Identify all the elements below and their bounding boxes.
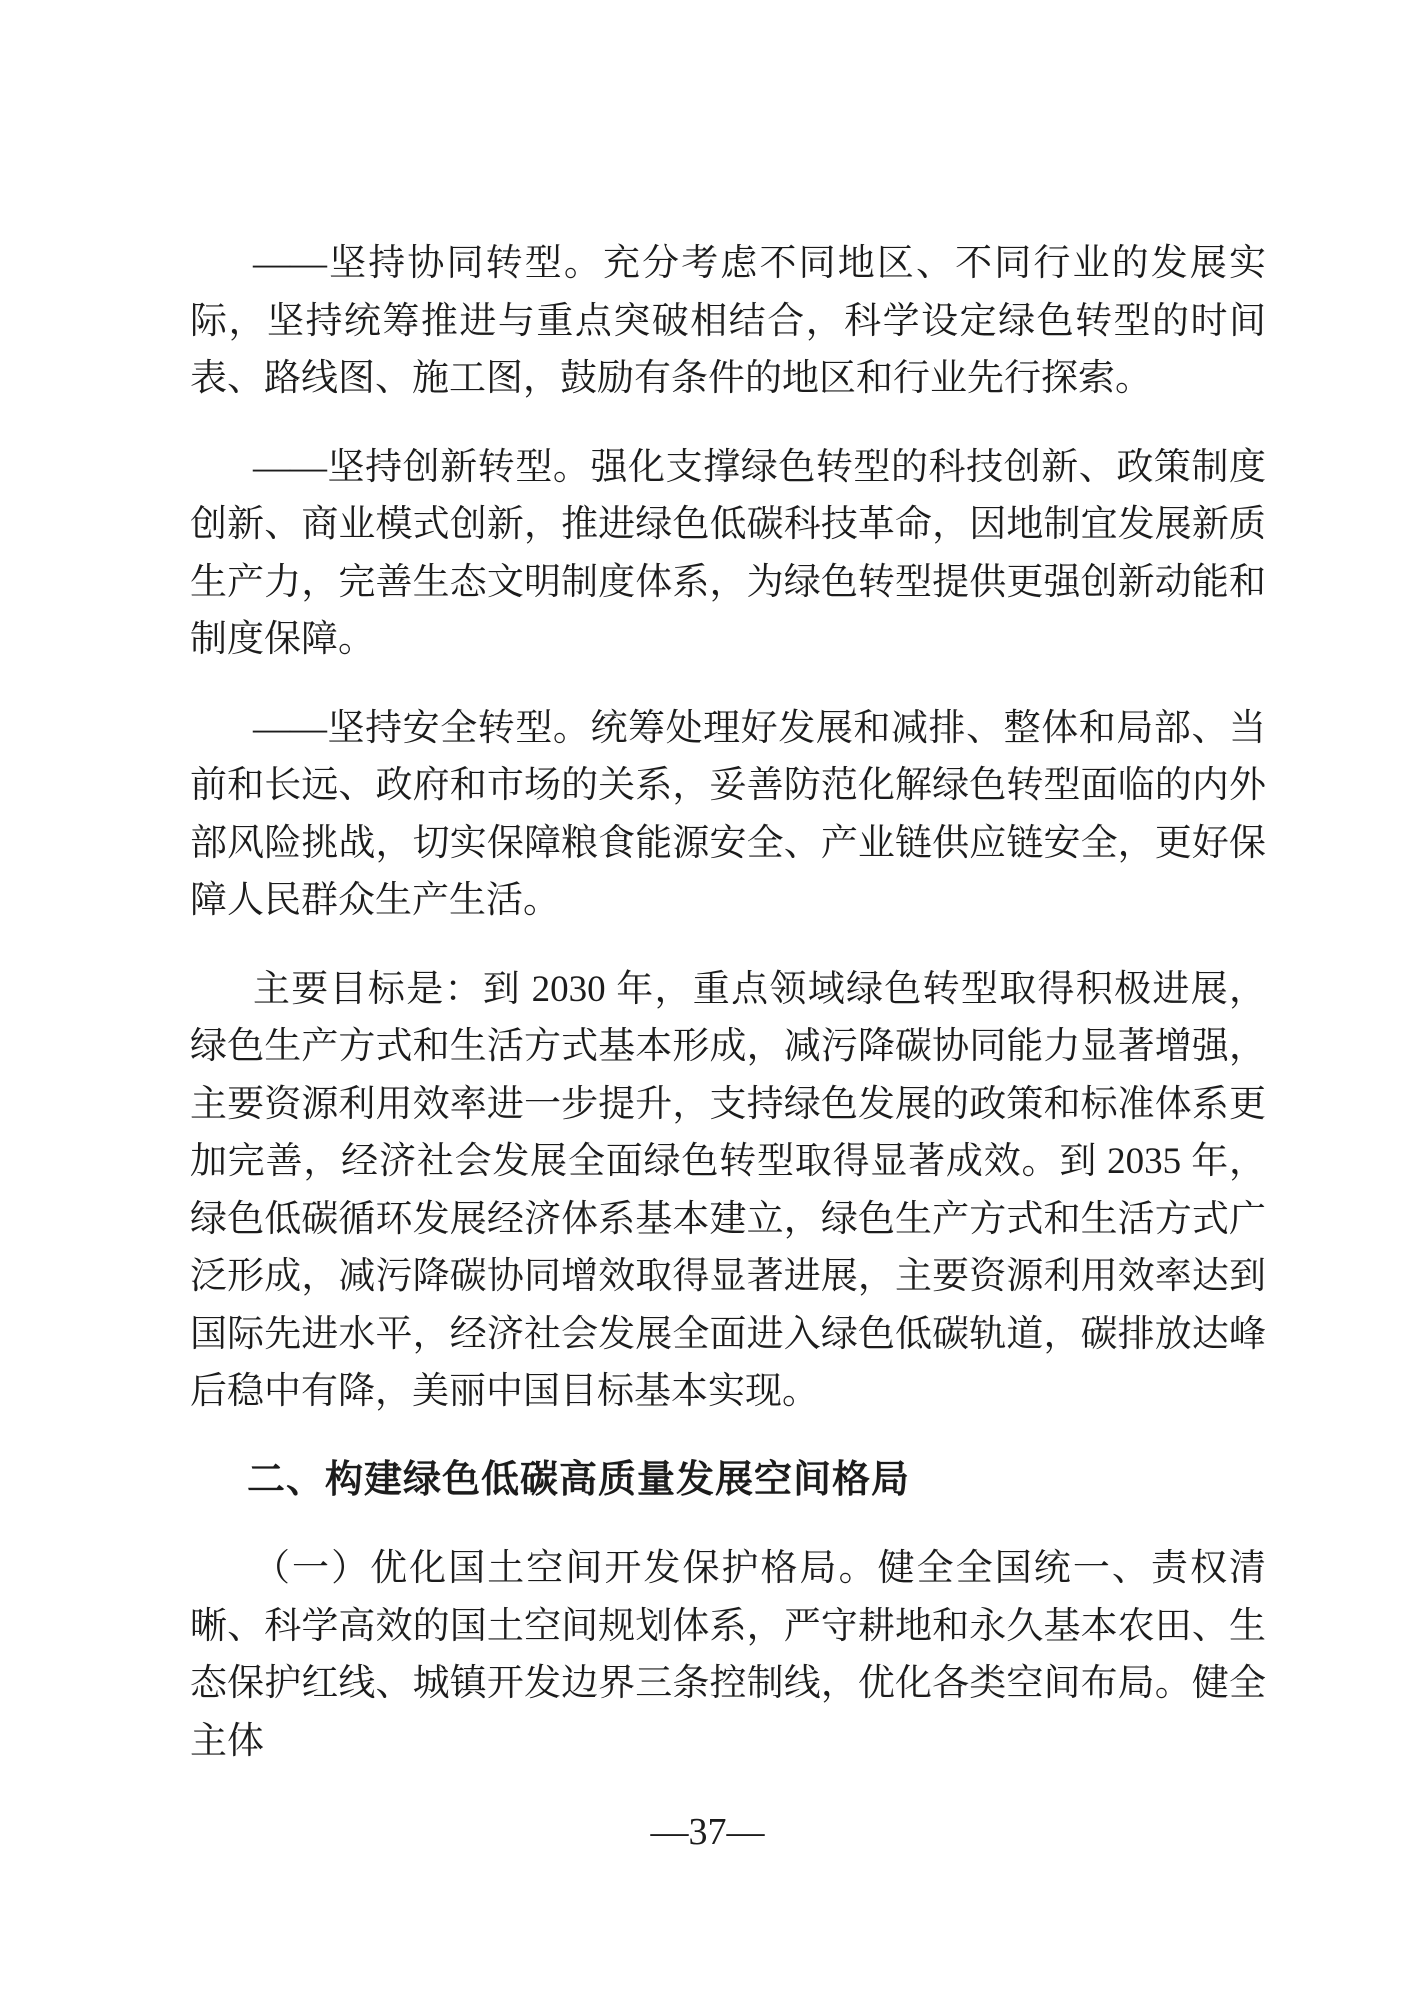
document-body (190, 235, 1266, 1801)
paragraph-main-goals: 主要目标是：到 2030 年，重点领域绿色转型取得积极进展，绿色生产方式和生活方式基本形成，减污降碳协同能力显著增强，主要资源利用效率进一步提升，支持绿色发展的政策和标准体系更加完善，经济社会发展全面绿色转型取得显著成效。到 2035 年，绿色低碳循环发展经济体系基本建立，绿色生产方式和生活方式广泛形成，减污降碳协同增效取得显著进展，主要资源利用效率达到国际先进水平，经济社会发展全面进入绿色低碳轨道，碳排放达峰后稳中有降，美丽中国目标基本实现。 (190, 968, 1266, 1412)
paragraph-principle-coordinated-transition: ——坚持协同转型。充分考虑不同地区、不同行业的发展实际，坚持统筹推进与重点突破相结合，科学设定绿色转型的时间表、路线图、施工图，鼓励有条件的地区和行业先行探索。 (190, 243, 1266, 399)
paragraph-principle-safe-transition: ——坚持安全转型。统筹处理好发展和减排、整体和局部、当前和长远、政府和市场的关系，妥善防范化解绿色转型面临的内外部风险挑战，切实保障粮食能源安全、产业链供应链安全，更好保障人民群众生产生活。 (190, 707, 1266, 921)
paragraph-principle-innovative-transition: ——坚持创新转型。强化支撑绿色转型的科技创新、政策制度创新、商业模式创新，推进绿色低碳科技革命，因地制宜发展新质生产力，完善生态文明制度体系，为绿色转型提供更强创新动能和制度保障。 (190, 446, 1266, 660)
section-heading-spatial-pattern: 二、构建绿色低碳高质量发展空间格局 (247, 1458, 911, 1501)
page-number: —37— (650, 1811, 765, 1853)
paragraph-territorial-space-optimization: （一）优化国土空间开发保护格局。健全全国统一、责权清晰、科学高效的国土空间规划体系，严守耕地和永久基本农田、生态保护红线、城镇开发边界三条控制线，优化各类空间布局。健全主体 (190, 1548, 1266, 1762)
